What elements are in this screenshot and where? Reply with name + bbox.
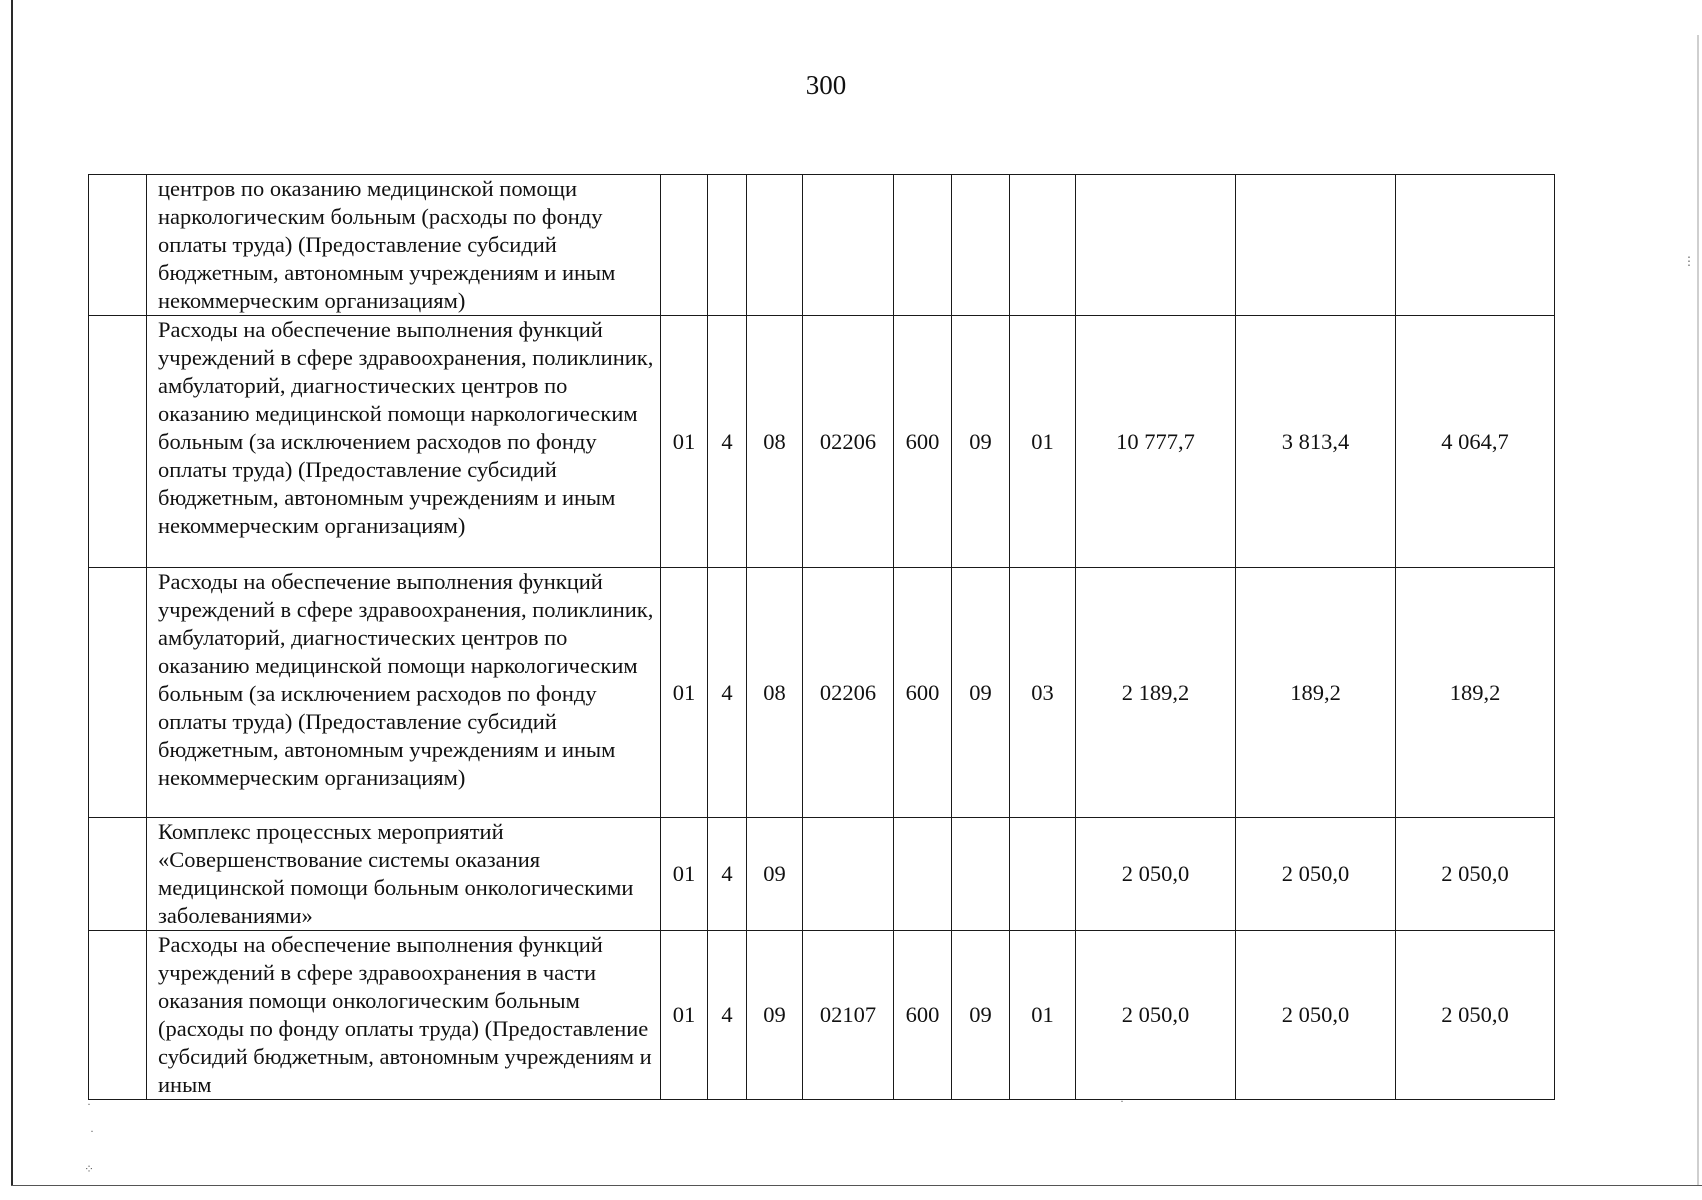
code-cell: 4 bbox=[708, 931, 747, 1100]
page-number: 300 bbox=[805, 70, 847, 100]
amount-cell: 2 050,0 bbox=[1396, 818, 1555, 931]
table-row bbox=[89, 568, 1555, 818]
code-cell: 09 bbox=[747, 931, 803, 1100]
scan-speck: · bbox=[90, 1124, 94, 1138]
scan-border-bottom bbox=[11, 1185, 1702, 1186]
scan-speck: ⁘ bbox=[84, 1162, 95, 1176]
code-cell: 4 bbox=[708, 316, 747, 568]
scan-speck: ⋮ bbox=[1683, 254, 1695, 268]
amount-cell: 2 050,0 bbox=[1236, 818, 1396, 931]
code-cell: 09 bbox=[747, 818, 803, 931]
description-cell: Комплекс процессных мероприятий «Совершенствование системы оказания медицинской помощи больным онкологическими заболеваниями» bbox=[147, 818, 661, 931]
table-row bbox=[89, 931, 1555, 1100]
code-cell: 02206 bbox=[803, 568, 894, 818]
code-cell: 01 bbox=[661, 316, 708, 568]
amount-cell bbox=[1236, 175, 1396, 316]
number-cell bbox=[89, 931, 147, 1100]
code-cell: 03 bbox=[1010, 568, 1076, 818]
scan-border-right bbox=[1697, 35, 1699, 1185]
code-cell: 01 bbox=[661, 818, 708, 931]
code-cell bbox=[803, 175, 894, 316]
amount-cell: 10 777,7 bbox=[1076, 316, 1236, 568]
amount-cell: 3 813,4 bbox=[1236, 316, 1396, 568]
amount-cell bbox=[1396, 175, 1555, 316]
code-cell: 01 bbox=[1010, 316, 1076, 568]
code-cell bbox=[952, 175, 1010, 316]
code-cell bbox=[661, 175, 708, 316]
code-cell bbox=[747, 175, 803, 316]
number-cell bbox=[89, 316, 147, 568]
description-cell: Расходы на обеспечение выполнения функций учреждений в сфере здравоохранения, поликлиник, амбулаторий, диагностических центров по оказанию медицинской помощи наркологическим больным (за исключением расходов по фонду оплаты труда) (Предоставление субсидий бюджетным, автономным учреждениям и иным некоммерческим организациям) bbox=[147, 316, 661, 568]
code-cell: 09 bbox=[952, 316, 1010, 568]
code-cell bbox=[803, 818, 894, 931]
amount-cell bbox=[1076, 175, 1236, 316]
code-cell: 08 bbox=[747, 568, 803, 818]
amount-cell: 4 064,7 bbox=[1396, 316, 1555, 568]
code-cell: 4 bbox=[708, 568, 747, 818]
code-cell bbox=[894, 818, 952, 931]
budget-table bbox=[88, 174, 1555, 1100]
code-cell: 02206 bbox=[803, 316, 894, 568]
code-cell bbox=[952, 818, 1010, 931]
table-row bbox=[89, 175, 1555, 316]
amount-cell: 2 050,0 bbox=[1396, 931, 1555, 1100]
amount-cell: 2 189,2 bbox=[1076, 568, 1236, 818]
amount-cell: 189,2 bbox=[1396, 568, 1555, 818]
description-cell: Расходы на обеспечение выполнения функций учреждений в сфере здравоохранения, поликлиник, амбулаторий, диагностических центров по оказанию медицинской помощи наркологическим больным (за исключением расходов по фонду оплаты труда) (Предоставление субсидий бюджетным, автономным учреждениям и иным некоммерческим организациям) bbox=[147, 568, 661, 818]
code-cell: 600 bbox=[894, 931, 952, 1100]
table-row bbox=[89, 316, 1555, 568]
code-cell: 02107 bbox=[803, 931, 894, 1100]
code-cell: 4 bbox=[708, 818, 747, 931]
code-cell bbox=[708, 175, 747, 316]
amount-cell: 2 050,0 bbox=[1076, 931, 1236, 1100]
description-cell: Расходы на обеспечение выполнения функций учреждений в сфере здравоохранения в части оказания помощи онкологическим больным (расходы по фонду оплаты труда) (Предоставление субсидий бюджетным, автономным учреждениям и иным bbox=[147, 931, 661, 1100]
code-cell: 600 bbox=[894, 568, 952, 818]
code-cell: 01 bbox=[661, 931, 708, 1100]
code-cell bbox=[1010, 175, 1076, 316]
code-cell: 08 bbox=[747, 316, 803, 568]
number-cell bbox=[89, 175, 147, 316]
code-cell bbox=[1010, 818, 1076, 931]
code-cell: 01 bbox=[1010, 931, 1076, 1100]
description-cell: центров по оказанию медицинской помощи наркологическим больным (расходы по фонду оплаты труда) (Предоставление субсидий бюджетным, автономным учреждениям и иным некоммерческим организациям) bbox=[147, 175, 661, 316]
table-row bbox=[89, 818, 1555, 931]
code-cell bbox=[894, 175, 952, 316]
amount-cell: 2 050,0 bbox=[1236, 931, 1396, 1100]
amount-cell: 2 050,0 bbox=[1076, 818, 1236, 931]
amount-cell: 189,2 bbox=[1236, 568, 1396, 818]
scan-border-left bbox=[11, 0, 13, 1186]
scan-speck: · bbox=[1120, 1094, 1124, 1108]
number-cell bbox=[89, 568, 147, 818]
scan-speck: · bbox=[87, 1097, 91, 1111]
number-cell bbox=[89, 818, 147, 931]
code-cell: 600 bbox=[894, 316, 952, 568]
code-cell: 09 bbox=[952, 568, 1010, 818]
code-cell: 09 bbox=[952, 931, 1010, 1100]
code-cell: 01 bbox=[661, 568, 708, 818]
